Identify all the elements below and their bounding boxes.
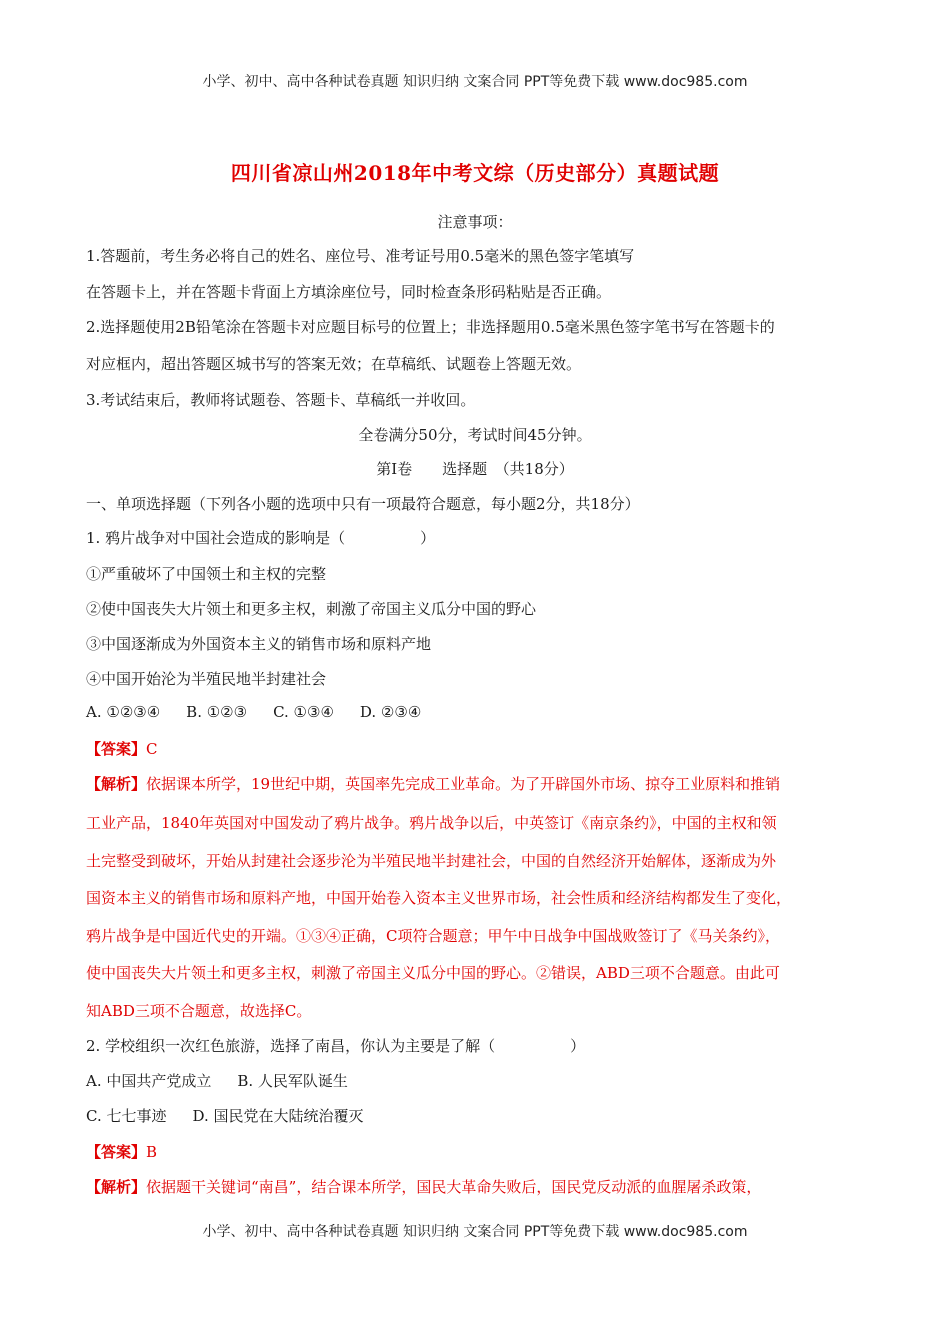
answer-tag: 【答案】 <box>86 1143 147 1161</box>
option-c: C. ①③④ <box>273 703 334 721</box>
notice-line: 2.选择题使用2B铅笔涂在答题卡对应题目标号的位置上；非选择题用0.5毫米黑色签字笔书写在答题卡的 <box>86 318 775 336</box>
notice-line: 3.考试结束后，教师将试题卷、答题卡、草稿纸一并收回。 <box>86 391 476 409</box>
analysis-tag: 【解析】 <box>86 1178 147 1196</box>
analysis-line: 使中国丧失大片领土和更多主权，刺激了帝国主义瓜分中国的野心。②错误，ABD三项不合题意。由此可 <box>86 964 780 982</box>
question-1-stem: 1. 鸦片战争对中国社会造成的影响是（ ） <box>86 529 436 547</box>
question-1-options <box>86 703 447 721</box>
notice-heading: 注意事项： <box>437 213 513 231</box>
notice-line: 对应框内，超出答题区城书写的答案无效；在草稿纸、试题卷上答题无效。 <box>86 355 582 373</box>
option-a: A. ①②③④ <box>86 703 161 721</box>
analysis-tag: 【解析】 <box>86 775 147 793</box>
question-1-item: ②使中国丧失大片领土和更多主权，刺激了帝国主义瓜分中国的野心 <box>86 600 537 618</box>
question-2-options-row2 <box>86 1105 390 1126</box>
analysis-line: 工业产品，1840年英国对中国发动了鸦片战争。鸦片战争以后，中英签订《南京条约》，中国的主权和领 <box>86 814 777 832</box>
option-c: C. 七七事迹 <box>86 1107 167 1125</box>
document-title: 四川省凉山州2018年中考文综（历史部分）真题试题 <box>230 161 720 185</box>
section-line: 第Ⅰ卷 选择题 （共18分） <box>376 460 574 478</box>
notice-line: 1.答题前，考生务必将自己的姓名、座位号、准考证号用0.5毫米的黑色签字笔填写 <box>86 247 635 265</box>
question-1-item: ④中国开始沦为半殖民地半封建社会 <box>86 670 327 688</box>
analysis-line <box>86 773 780 794</box>
answer-value: C <box>146 740 158 758</box>
score-line: 全卷满分50分，考试时间45分钟。 <box>358 426 592 444</box>
notice-line: 在答题卡上，并在答题卡背面上方填涂座位号，同时检查条形码粘贴是否正确。 <box>86 283 612 301</box>
option-d: D. ②③④ <box>359 703 422 721</box>
answer-tag: 【答案】 <box>86 740 147 758</box>
analysis-line: 鸦片战争是中国近代史的开端。①③④正确，C项符合题意；甲午中日战争中国战败签订了《马关条约》， <box>86 927 780 945</box>
analysis-line <box>86 1176 761 1197</box>
analysis-line: 国资本主义的销售市场和原料产地，中国开始卷入资本主义世界市场，社会性质和经济结构都发生了变化， <box>86 889 792 907</box>
analysis-text: 依据题干关键词“南昌”，结合课本所学，国民大革命失败后，国民党反动派的血腥屠杀政策， <box>146 1178 762 1196</box>
question-2-stem: 2. 学校组织一次红色旅游，选择了南昌，你认为主要是了解（ ） <box>86 1037 586 1055</box>
option-b: B. ①②③ <box>186 703 248 721</box>
option-d: D. 国民党在大陆统治覆灭 <box>192 1107 364 1125</box>
page-header: 小学、初中、高中各种试卷真题 知识归纳 文案合同 PPT等免费下载 www.doc985.com <box>202 74 748 90</box>
question-2-options-row1 <box>86 1070 374 1091</box>
option-a: A. 中国共产党成立 <box>86 1072 212 1090</box>
analysis-line: 知ABD三项不合题意，故选择C。 <box>86 1002 312 1020</box>
page-footer: 小学、初中、高中各种试卷真题 知识归纳 文案合同 PPT等免费下载 www.doc985.com <box>202 1224 748 1240</box>
part-intro: 一、单项选择题（下列各小题的选项中只有一项最符合题意，每小题2分，共18分） <box>86 495 640 513</box>
question-1-item: ①严重破坏了中国领土和主权的完整 <box>86 565 327 583</box>
analysis-text: 依据课本所学，19世纪中期，英国率先完成工业革命。为了开辟国外市场、掠夺工业原料和推销 <box>146 775 781 793</box>
question-1-item: ③中国逐渐成为外国资本主义的销售市场和原料产地 <box>86 635 432 653</box>
analysis-line: 土完整受到破坏，开始从封建社会逐步沦为半殖民地半封建社会，中国的自然经济开始解体，逐渐成为外 <box>86 852 777 870</box>
answer-value: B <box>146 1143 158 1161</box>
option-b: B. 人民军队诞生 <box>237 1072 348 1090</box>
question-2-answer <box>86 1141 157 1162</box>
question-1-answer <box>86 738 158 759</box>
